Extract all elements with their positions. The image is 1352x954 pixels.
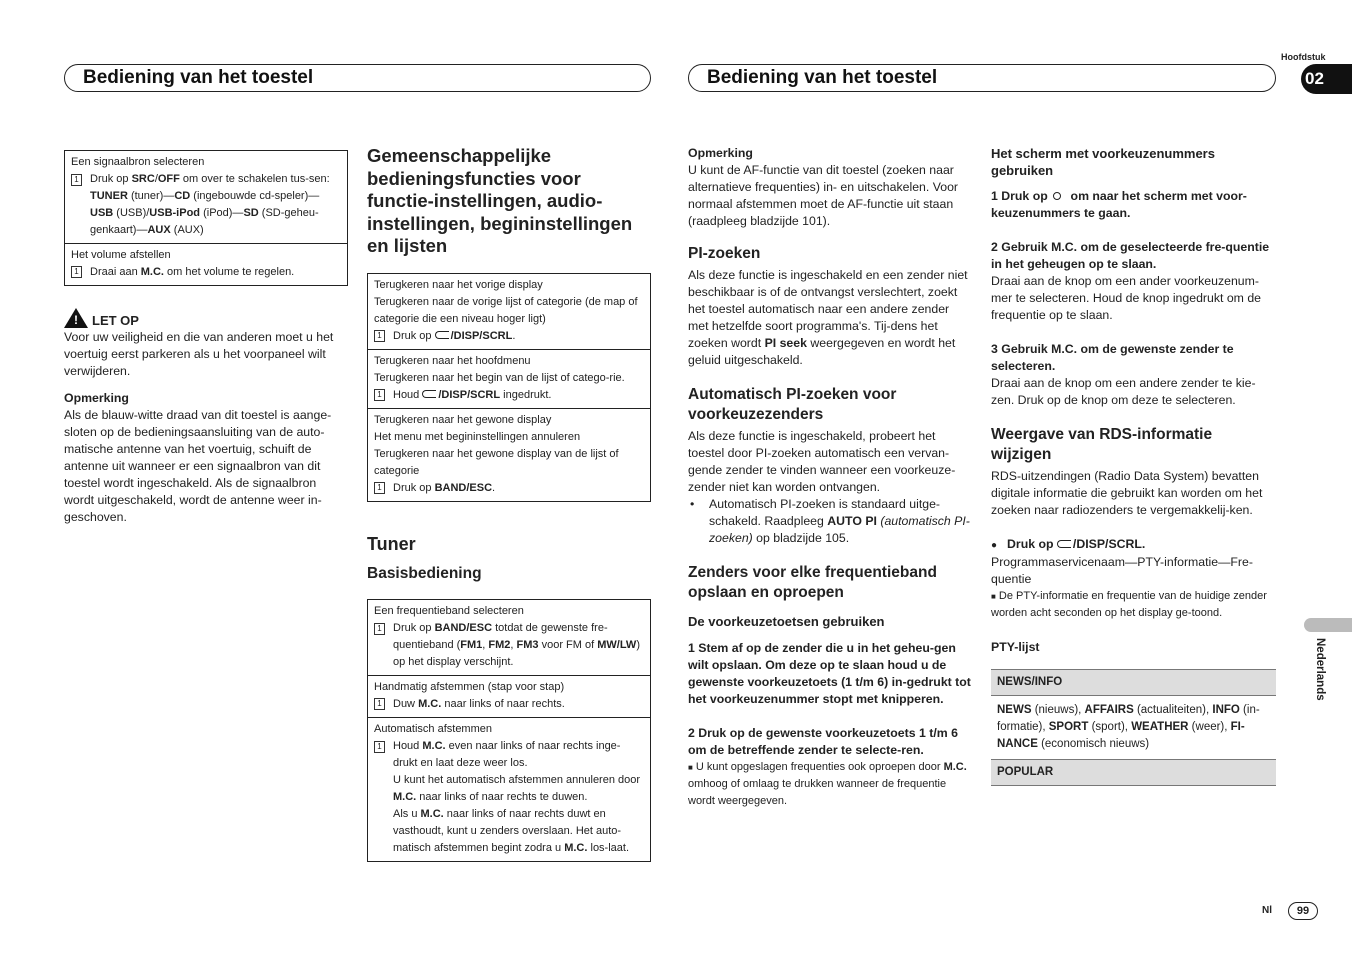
auto-pi-bullet: • Automatisch PI-zoeken is standaard uitge-schakeld. Raadpleeg AUTO PI (automatisch PI-zoeken) op bladzijde 105.: [690, 497, 970, 545]
pty-row-header: NEWS/INFO: [991, 669, 1276, 696]
column-2: [367, 145, 651, 862]
note-text: U kunt de AF-functie van dit toestel (zoeken naar alternatieve frequenties) in- en uitschakelen. Voor normaal afstemmen moet de AF-functie uit staan (raadpleeg bladzijde 101).: [688, 163, 959, 228]
pty-table: [991, 669, 1276, 786]
column-3: [688, 145, 973, 810]
table-row: Een frequentieband selecteren 1 Druk op BAND/ESC totdat de gewenste fre-quentieband (FM1, FM2, FM3 voor FM of MW/LW) op het display verschijnt.: [368, 600, 650, 676]
search-icon: [1053, 192, 1061, 200]
column-4: [991, 145, 1276, 786]
hoofdstuk-label: Hoofdstuk: [1281, 52, 1326, 62]
right-page-header: [688, 64, 1276, 92]
note-title: Opmerking: [64, 391, 129, 405]
back-icon: [1057, 540, 1071, 548]
section-heading: Gemeenschappelijke bedieningsfuncties voor functie-instellingen, audio-instellingen, begininstellingen en lijsten: [367, 145, 633, 256]
table-row: Handmatig afstemmen (stap voor stap) 1 Duw M.C. naar links of naar rechts.: [368, 676, 650, 718]
auto-pi-text: Als deze functie is ingeschakeld, probeert het toestel door PI-zoeken automatisch een vervan-gende zender te vinden wanneer een voorkeuze-zender niet kan worden ontvangen.: [688, 429, 956, 494]
rds-heading: Weergave van RDS-informatie wijzigen: [991, 426, 1213, 463]
pty-heading: PTY-lijst: [991, 640, 1040, 654]
note-text: Als de blauw-witte draad van dit toestel is aange-sloten op de bedieningsaansluiting van de auto-matische antenne van het voertuig, schuift de antenne uit wanneer er een signaalbron van dit toestel wordt ingeschakeld. Als de signaalbron wordt uitgeschakeld, wordt de antenne weer in-geschoven.: [64, 408, 332, 524]
back-icon: [435, 331, 449, 339]
table-row: Het volume afstellen 1 Draai aan M.C. om het volume te regelen.: [71, 249, 295, 278]
scherm-step-2-text: Draai aan de knop om een ander voorkeuzenum-mer te selecteren. Houd de knop ingedrukt om de frequentie op te slaan.: [991, 274, 1262, 322]
chapter-tab: 02: [1301, 64, 1352, 94]
warning-text: Voor uw veiligheid en die van anderen moet u het voertuig eerst parkeren als u het voorpaneel wilt verwijderen.: [64, 330, 334, 378]
scherm-step-3-text: Draai aan de knop om een andere zender te kie-zen. Druk op de knop om deze te selecteren.: [991, 376, 1256, 407]
language-tab: [1304, 618, 1352, 632]
source-volume-table: [64, 150, 348, 286]
scherm-step-1: 1 Druk op om naar het scherm met voor-keuzenummers te gaan.: [991, 189, 1247, 220]
table-row: Terugkeren naar het gewone display Het menu met begininstellingen annuleren Terugkeren naar het gewone display van de lijst of categorie 1 Druk op BAND/ESC.: [374, 413, 619, 494]
scherm-step-3: 3 Gebruik M.C. om de gewenste zender te selecteren.: [991, 342, 1234, 373]
left-page-title: Bediening van het toestel: [83, 67, 314, 88]
disp-note: ■ De PTY-informatie en frequentie van de huidige zender worden acht seconden op het display ge-toond.: [991, 590, 1267, 619]
pty-row: NEWS (nieuws), AFFAIRS (actualiteiten), INFO (in-formatie), SPORT (sport), WEATHER (weer), FI-NANCE (economisch nieuws): [997, 704, 1260, 750]
language-label: Nederlands: [1314, 638, 1326, 701]
page-lang: Nl: [1262, 905, 1272, 916]
pi-text: Als deze functie is ingeschakeld en een zender niet beschikbaar is of de ontvangst verslechtert, zoekt het toestel automatisch naar een andere zender met hetzelfde soort programma's. Tij-dens het zoeken wordt PI seek weergegeven en wordt het geluid uitgeschakeld.: [688, 268, 968, 367]
scherm-step-2: 2 Gebruik M.C. om de geselecteerde fre-quentie in het geheugen op te slaan.: [991, 240, 1270, 271]
warning-icon: [64, 308, 88, 328]
pi-heading: PI-zoeken: [688, 245, 761, 262]
table-row: Automatisch afstemmen 1 Houd M.C. even naar links of naar rechts inge-drukt en laat deze weer los. U kunt het automatisch afstemmen annuleren door M.C. naar links of naar rechts te duwen. Als u M.C. naar links of naar rechts duwt en vasthoudt, kunt u zenders overslaan. Het auto-matisch afstemmen begint zodra u M.C. los-laat.: [374, 722, 641, 854]
tuner-heading: Tuner: [367, 533, 416, 554]
warning-title: LET OP: [92, 313, 139, 328]
right-page-title: Bediening van het toestel: [707, 67, 938, 88]
scherm-heading: Het scherm met voorkeuzenummers gebruiken: [991, 146, 1215, 178]
rds-text: RDS-uitzendingen (Radio Data System) bevatten digitale informatie die gebruikt kan worden om het zoeken naar radiozenders te vergemakkelij-ken.: [991, 469, 1263, 517]
disp-step: ● Druk op /DISP/SCRL.: [991, 537, 1146, 551]
step-1: 1 Stem af op de zender die u in het geheu-gen wilt opslaan. Om deze op te slaan houd u de gewenste voorkeuzetoets (1 t/m 6) in-gedrukt tot het voorkeuzenummer stopt met knipperen.: [688, 641, 971, 706]
auto-pi-heading: Automatisch PI-zoeken voor voorkeuzezenders: [688, 386, 897, 423]
column-1: [64, 150, 348, 526]
left-page-header: [64, 64, 651, 92]
table-row: Een signaalbron selecteren 1 Druk op SRC/OFF om over te schakelen tus-sen: TUNER (tuner)—CD (ingebouwde cd-speler)—USB (USB)/USB-iPod (iPod)—SD (SD-geheu-genkaart)—AUX (AUX): [65, 151, 347, 244]
warning-block: [64, 308, 348, 380]
tuner-basic-table: [367, 599, 651, 862]
disp-text: Programmaservicenaam—PTY-informatie—Fre-quentie: [991, 555, 1253, 586]
page-number: 99: [1288, 902, 1318, 920]
back-icon: [422, 390, 436, 398]
zenders-heading: Zenders voor elke frequentieband opslaan en oproepen: [688, 564, 937, 601]
table-row: Terugkeren naar het hoofdmenu Terugkeren naar het begin van de lijst of catego-rie. 1 Houd /DISP/SCRL ingedrukt.: [368, 350, 650, 409]
pty-row-header: POPULAR: [991, 759, 1276, 786]
voorkeuze-heading: De voorkeuzetoetsen gebruiken: [688, 614, 885, 629]
table-row: Terugkeren naar het vorige display Terugkeren naar de vorige lijst of categorie (de map of categorie die een niveau hoger ligt) 1 Druk op /DISP/SCRL.: [368, 274, 650, 350]
note-title: Opmerking: [688, 146, 753, 160]
common-functions-table: [367, 273, 651, 502]
basis-heading: Basisbediening: [367, 564, 482, 582]
step-2: 2 Druk op de gewenste voorkeuzetoets 1 t/m 6 om de betreffende zender te selecte-ren.: [688, 726, 958, 757]
step-2-note: ■ U kunt opgeslagen frequenties ook oproepen door M.C. omhoog of omlaag te drukken wanneer de frequentie wordt weergegeven.: [688, 761, 967, 807]
